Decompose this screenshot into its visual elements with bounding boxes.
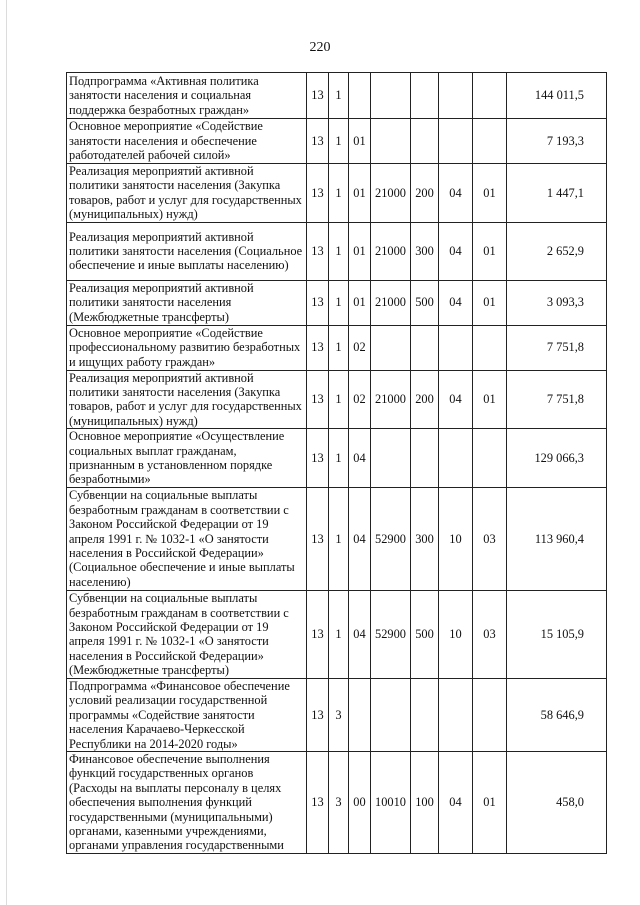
code-cell-c6 [439, 325, 473, 370]
budget-table-body [67, 73, 607, 854]
table-row [67, 370, 607, 429]
code-cell-c7 [473, 325, 507, 370]
row-name-cell: Основное мероприятие «Содействие профессиональному развитию безработных и ищущих работу граждан» [67, 325, 307, 370]
amount-cell: 2 652,9 [507, 222, 607, 280]
code-cell-c6: 04 [439, 222, 473, 280]
code-cell-c2: 1 [329, 429, 349, 488]
code-cell-c6: 10 [439, 590, 473, 678]
code-cell-c1: 13 [307, 751, 329, 853]
code-cell-c2: 1 [329, 73, 349, 119]
code-cell-c2: 1 [329, 325, 349, 370]
code-cell-c5: 500 [411, 590, 439, 678]
code-cell-c1: 13 [307, 590, 329, 678]
code-cell-c4: 52900 [371, 487, 411, 590]
code-cell-c4: 21000 [371, 222, 411, 280]
row-name-cell: Финансовое обеспечение выполнения функций государственных органов (Расходы на выплаты персоналу в целях обеспечения выполнения функций государственными (муниципальными) органами, казенными учреждениями, органами управления государственными [67, 751, 307, 853]
code-cell-c3 [349, 678, 371, 751]
code-cell-c3: 04 [349, 590, 371, 678]
row-name-cell: Реализация мероприятий активной политики занятости населения (Закупка товаров, работ и услуг для государственных (муниципальных) нужд) [67, 370, 307, 429]
code-cell-c1: 13 [307, 119, 329, 164]
code-cell-c3: 01 [349, 119, 371, 164]
code-cell-c6 [439, 73, 473, 119]
code-cell-c2: 1 [329, 164, 349, 223]
code-cell-c7: 01 [473, 280, 507, 325]
code-cell-c3: 00 [349, 751, 371, 853]
table-row [67, 325, 607, 370]
code-cell-c2: 1 [329, 222, 349, 280]
code-cell-c5: 300 [411, 487, 439, 590]
code-cell-c5: 200 [411, 370, 439, 429]
code-cell-c5 [411, 678, 439, 751]
code-cell-c2: 1 [329, 280, 349, 325]
code-cell-c6: 10 [439, 487, 473, 590]
code-cell-c4 [371, 678, 411, 751]
table-row [67, 280, 607, 325]
code-cell-c3: 02 [349, 370, 371, 429]
amount-cell: 129 066,3 [507, 429, 607, 488]
code-cell-c4 [371, 119, 411, 164]
row-name-cell: Подпрограмма «Финансовое обеспечение условий реализации государственной программы «Содействие занятости населения Карачаево-Черкесской Республики на 2014-2020 годы» [67, 678, 307, 751]
code-cell-c1: 13 [307, 222, 329, 280]
table-row [67, 751, 607, 853]
table-row [67, 487, 607, 590]
amount-cell: 458,0 [507, 751, 607, 853]
code-cell-c1: 13 [307, 164, 329, 223]
code-cell-c2: 3 [329, 678, 349, 751]
budget-table [66, 72, 607, 854]
code-cell-c6: 04 [439, 370, 473, 429]
code-cell-c7: 03 [473, 590, 507, 678]
code-cell-c1: 13 [307, 280, 329, 325]
code-cell-c1: 13 [307, 73, 329, 119]
code-cell-c1: 13 [307, 678, 329, 751]
code-cell-c7 [473, 678, 507, 751]
amount-cell: 58 646,9 [507, 678, 607, 751]
code-cell-c5 [411, 325, 439, 370]
row-name-cell: Реализация мероприятий активной политики занятости населения (Межбюджетные трансферты) [67, 280, 307, 325]
code-cell-c3: 04 [349, 429, 371, 488]
amount-cell: 113 960,4 [507, 487, 607, 590]
code-cell-c6 [439, 119, 473, 164]
code-cell-c5: 300 [411, 222, 439, 280]
code-cell-c7 [473, 73, 507, 119]
row-name-cell: Реализация мероприятий активной политики занятости населения (Социальное обеспечение и иные выплаты населению) [67, 222, 307, 280]
row-name-cell: Субвенции на социальные выплаты безработным гражданам в соответствии с Законом Российской Федерации от 19 апреля 1991 г. № 1032-1 «О занятости населения в Российской Федерации» (Социальное обеспечение и иные выплаты населению) [67, 487, 307, 590]
code-cell-c2: 3 [329, 751, 349, 853]
code-cell-c1: 13 [307, 429, 329, 488]
code-cell-c2: 1 [329, 119, 349, 164]
code-cell-c6: 04 [439, 751, 473, 853]
code-cell-c1: 13 [307, 370, 329, 429]
code-cell-c7: 01 [473, 222, 507, 280]
table-row [67, 429, 607, 488]
amount-cell: 7 751,8 [507, 370, 607, 429]
code-cell-c4: 21000 [371, 280, 411, 325]
row-name-cell: Подпрограмма «Активная политика занятости населения и социальная поддержка безработных граждан» [67, 73, 307, 119]
code-cell-c7: 03 [473, 487, 507, 590]
code-cell-c6 [439, 678, 473, 751]
code-cell-c6: 04 [439, 164, 473, 223]
code-cell-c5 [411, 429, 439, 488]
page-number: 220 [309, 40, 331, 55]
code-cell-c6: 04 [439, 280, 473, 325]
code-cell-c5 [411, 119, 439, 164]
amount-cell: 1 447,1 [507, 164, 607, 223]
code-cell-c4 [371, 73, 411, 119]
code-cell-c3: 04 [349, 487, 371, 590]
code-cell-c4: 10010 [371, 751, 411, 853]
code-cell-c7: 01 [473, 164, 507, 223]
code-cell-c1: 13 [307, 325, 329, 370]
amount-cell: 15 105,9 [507, 590, 607, 678]
row-name-cell: Реализация мероприятий активной политики занятости населения (Закупка товаров, работ и услуг для государственных (муниципальных) нужд) [67, 164, 307, 223]
table-row [67, 119, 607, 164]
amount-cell: 7 751,8 [507, 325, 607, 370]
code-cell-c3 [349, 73, 371, 119]
code-cell-c4: 21000 [371, 370, 411, 429]
table-row [67, 164, 607, 223]
code-cell-c4 [371, 325, 411, 370]
amount-cell: 3 093,3 [507, 280, 607, 325]
code-cell-c4: 52900 [371, 590, 411, 678]
code-cell-c2: 1 [329, 370, 349, 429]
table-row [67, 73, 607, 119]
amount-cell: 7 193,3 [507, 119, 607, 164]
code-cell-c5: 100 [411, 751, 439, 853]
code-cell-c4: 21000 [371, 164, 411, 223]
table-row [67, 590, 607, 678]
table-row [67, 222, 607, 280]
code-cell-c4 [371, 429, 411, 488]
code-cell-c3: 01 [349, 222, 371, 280]
code-cell-c7 [473, 429, 507, 488]
code-cell-c3: 02 [349, 325, 371, 370]
code-cell-c2: 1 [329, 487, 349, 590]
code-cell-c7: 01 [473, 370, 507, 429]
code-cell-c2: 1 [329, 590, 349, 678]
row-name-cell: Основное мероприятие «Содействие занятости населения и обеспечение работодателей рабочей силой» [67, 119, 307, 164]
code-cell-c1: 13 [307, 487, 329, 590]
code-cell-c7 [473, 119, 507, 164]
row-name-cell: Субвенции на социальные выплаты безработным гражданам в соответствии с Законом Российской Федерации от 19 апреля 1991 г. № 1032-1 «О занятости населения в Российской Федерации» (Межбюджетные трансферты) [67, 590, 307, 678]
code-cell-c5: 200 [411, 164, 439, 223]
code-cell-c6 [439, 429, 473, 488]
code-cell-c5: 500 [411, 280, 439, 325]
scan-edge [6, 0, 7, 905]
amount-cell: 144 011,5 [507, 73, 607, 119]
row-name-cell: Основное мероприятие «Осуществление социальных выплат гражданам, признанным в установленном порядке безработными» [67, 429, 307, 488]
code-cell-c5 [411, 73, 439, 119]
code-cell-c3: 01 [349, 164, 371, 223]
code-cell-c3: 01 [349, 280, 371, 325]
code-cell-c7: 01 [473, 751, 507, 853]
table-row [67, 678, 607, 751]
